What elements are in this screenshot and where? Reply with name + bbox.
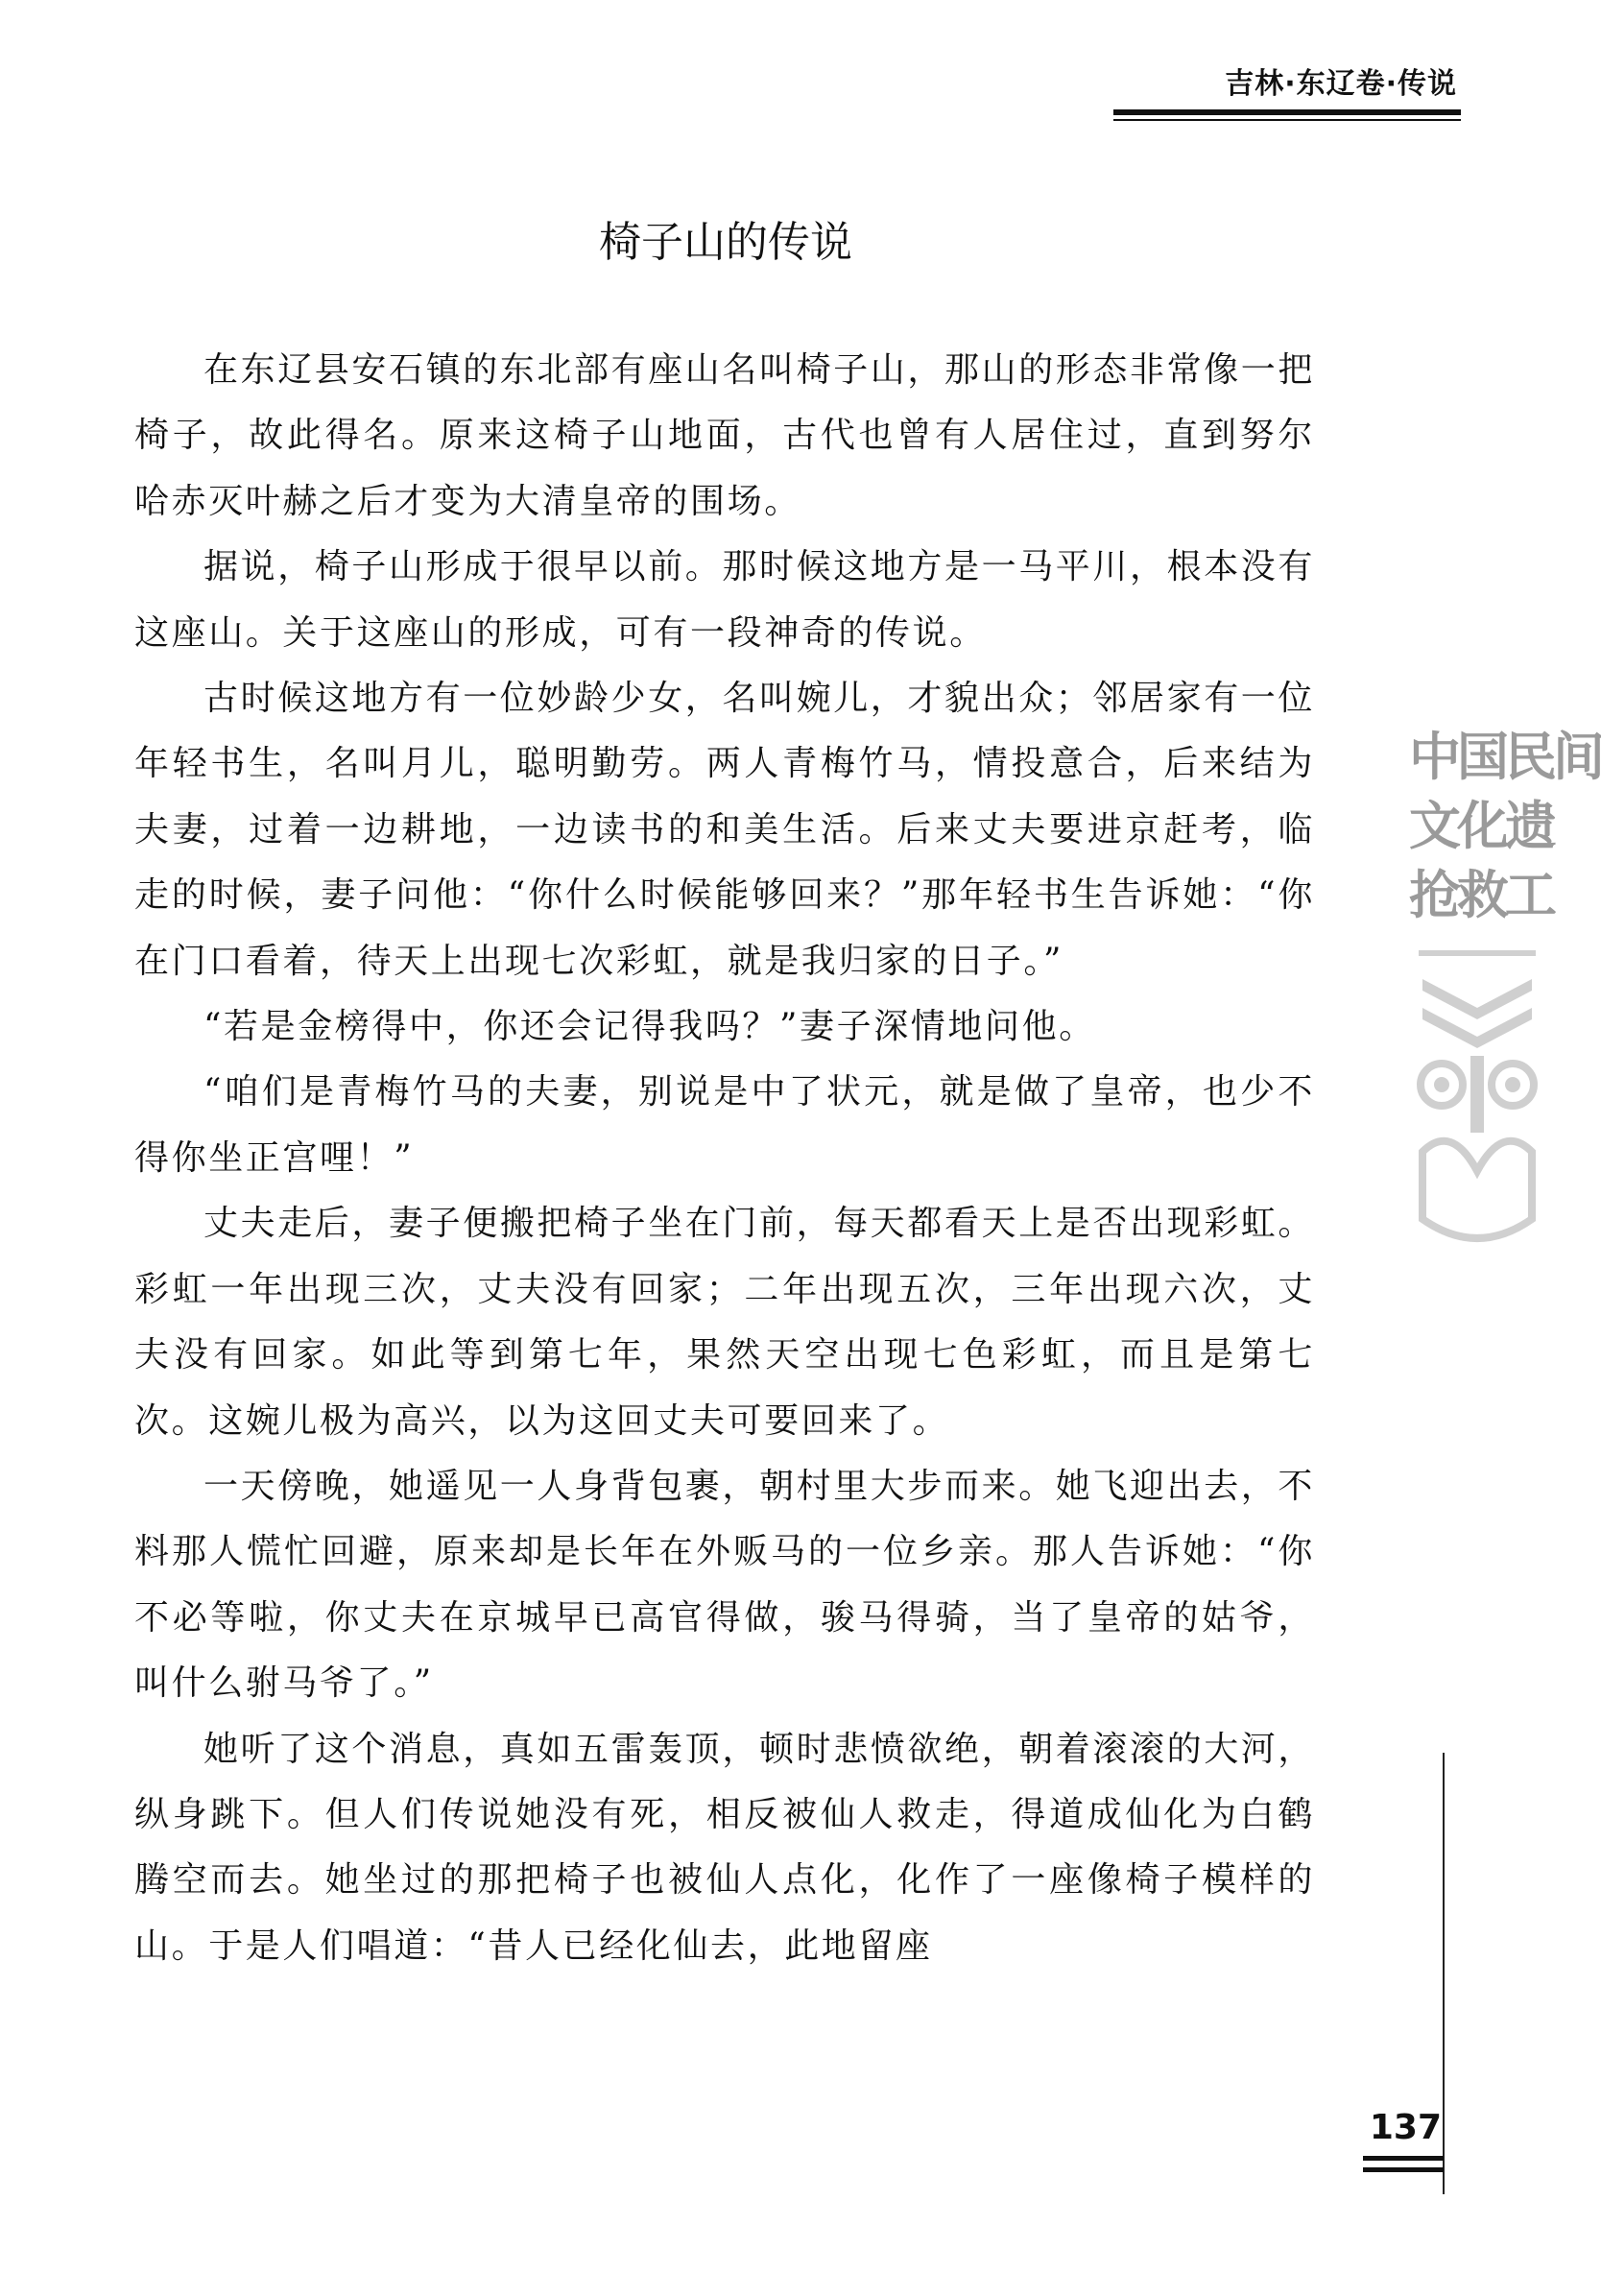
paragraph: “若是金榜得中，你还会记得我吗？”妻子深情地问他。: [203, 1007, 1096, 1047]
paragraph: 在东辽县安石镇的东北部有座山名叫椅子山，那山的形态非常像一把椅子，故此得名。原来这椅子山地面，古代也曾有人居住过，直到努尔哈赤灭叶赫之后才变为大清皇帝的围场。: [134, 350, 1316, 521]
side-decoration-line: 文化遗: [1409, 795, 1553, 856]
header-rule-thin: [1113, 119, 1461, 121]
margin-rule: [1443, 1753, 1445, 2194]
side-decoration-line: 中国民间: [1409, 726, 1601, 787]
paragraph: 她听了这个消息，真如五雷轰顶，顿时悲愤欲绝，朝着滚滚的大河，纵身跳下。但人们传说她没有死，相反被仙人救走，得道成仙化为白鹤腾空而去。她坐过的那把椅子也被仙人点化，化作了一座像椅子模样的山。于是人们唱道：“昔人已经化仙去，此地留座: [134, 1729, 1316, 1966]
paragraph: 古时候这地方有一位妙龄少女，名叫婉儿，才貌出众；邻居家有一位年轻书生，名叫月儿，聪明勤劳。两人青梅竹马，情投意合，后来结为夫妻，过着一边耕地，一边读书的和美生活。后来丈夫要进京赶考，临走的时候，妻子问他：“你什么时候能够回来？”那年轻书生告诉她：“你在门口看着，待天上出现七次彩虹，就是我归家的日子。”: [134, 679, 1316, 981]
article-title: 椅子山的传说: [599, 218, 852, 267]
paragraph: 一天傍晚，她遥见一人身背包裹，朝村里大步而来。她飞迎出去，不料那人慌忙回避，原来却是长年在外贩马的一位乡亲。那人告诉她：“你不必等啦，你丈夫在京城早已高官得做，骏马得骑，当了皇帝的姑爷，叫什么驸马爷了。”: [134, 1466, 1316, 1704]
article-body: [134, 338, 1315, 1979]
header-rule: [1113, 109, 1461, 115]
paragraph: 据说，椅子山形成于很早以前。那时候这地方是一马平川，根本没有这座山。关于这座山的形成，可有一段神奇的传说。: [134, 547, 1316, 653]
page-number: 137: [1369, 2108, 1442, 2147]
paragraph: 丈夫走后，妻子便搬把椅子坐在门前，每天都看天上是否出现彩虹。彩虹一年出现三次，丈夫没有回家；二年出现五次，三年出现六次，丈夫没有回家。如此等到第七年，果然天空出现七色彩虹，而且是第七次。这婉儿极为高兴，以为这回丈夫可要回来了。: [134, 1204, 1316, 1441]
side-decoration-line: 抢救工: [1409, 864, 1553, 925]
paragraph: “咱们是青梅竹马的夫妻，别说是中了状元，就是做了皇帝，也少不得你坐正宫哩！”: [134, 1072, 1315, 1178]
page-number-rule: [1363, 2156, 1444, 2161]
page-number-rule: [1363, 2167, 1444, 2172]
running-head: 吉林·东辽卷·传说: [1225, 67, 1457, 101]
